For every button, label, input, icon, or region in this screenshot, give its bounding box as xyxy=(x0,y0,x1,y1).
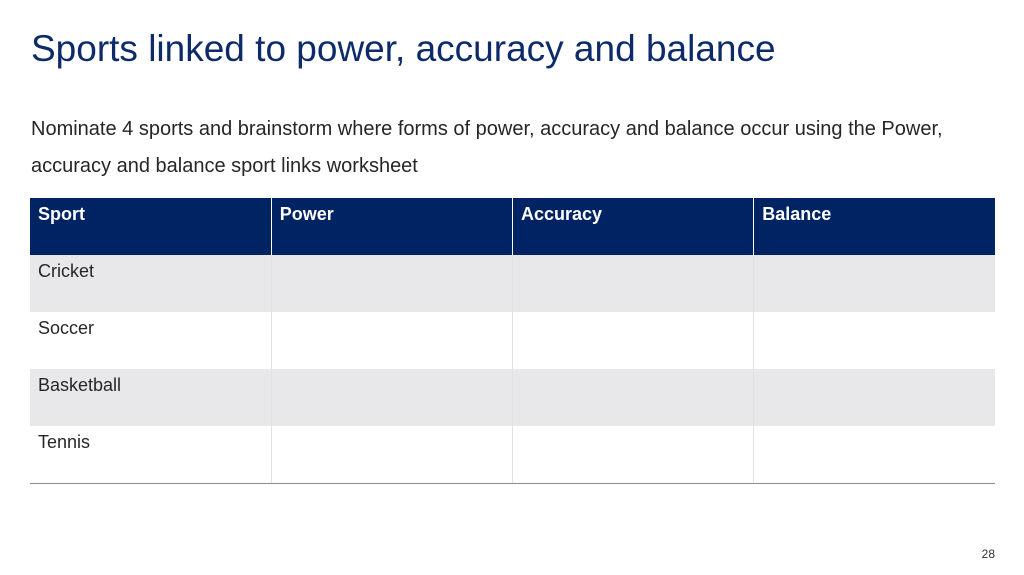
header-sport: Sport xyxy=(30,198,271,255)
instructions-text: Nominate 4 sports and brainstorm where forms of power, accuracy and balance occur using the Power, accuracy and balance sport links worksheet xyxy=(31,118,943,177)
cell-power[interactable] xyxy=(271,369,512,426)
cell-balance[interactable] xyxy=(754,255,995,312)
header-balance: Balance xyxy=(754,198,995,255)
cell-accuracy[interactable] xyxy=(513,369,754,426)
cell-power[interactable] xyxy=(271,312,512,369)
cell-accuracy[interactable] xyxy=(513,255,754,312)
page-number: 28 xyxy=(981,547,995,561)
cell-balance[interactable] xyxy=(754,426,995,483)
table-row xyxy=(30,312,995,369)
cell-sport: Soccer xyxy=(30,312,271,369)
table-row xyxy=(30,426,995,483)
cell-power[interactable] xyxy=(271,426,512,483)
header-accuracy: Accuracy xyxy=(513,198,754,255)
table-row xyxy=(30,369,995,426)
cell-balance[interactable] xyxy=(754,312,995,369)
cell-accuracy[interactable] xyxy=(513,312,754,369)
cell-power[interactable] xyxy=(271,255,512,312)
cell-sport: Tennis xyxy=(30,426,271,483)
table-row xyxy=(30,255,995,312)
cell-accuracy[interactable] xyxy=(513,426,754,483)
cell-sport: Basketball xyxy=(30,369,271,426)
cell-balance[interactable] xyxy=(754,369,995,426)
cell-sport: Cricket xyxy=(30,255,271,312)
table-header-row xyxy=(30,198,995,255)
sports-table xyxy=(30,198,995,484)
page-title: Sports linked to power, accuracy and balance xyxy=(31,28,776,69)
header-power: Power xyxy=(271,198,512,255)
